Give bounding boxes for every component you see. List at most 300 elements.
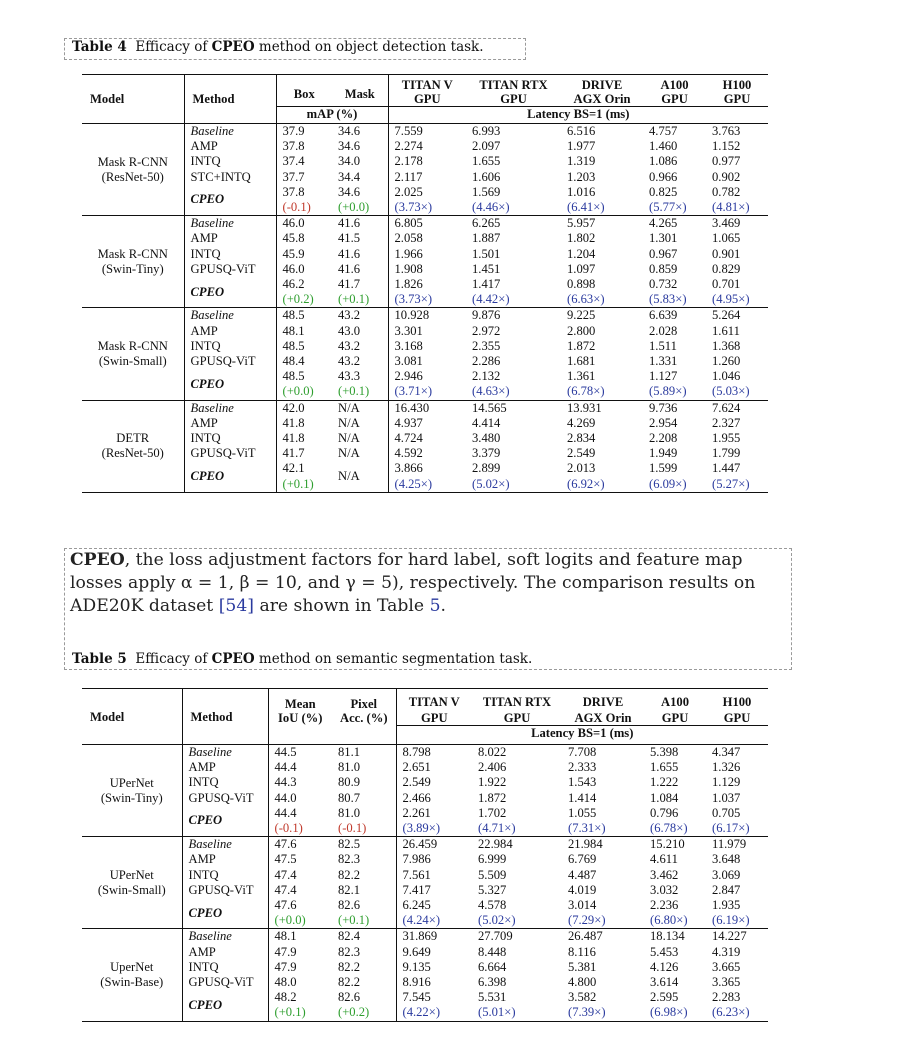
table4-header-gpu3-l2: GPU (661, 92, 688, 106)
metric-cell: 48.1 (276, 324, 332, 339)
model-name-line2: (Swin-Small) (98, 354, 167, 369)
metric-cell: 41.8 (276, 416, 332, 431)
latency-cell: 3.469 (712, 216, 741, 231)
metric-delta-cell (276, 292, 332, 308)
table5-caption-label: Table 5 (72, 651, 127, 667)
speedup-cell (472, 821, 562, 837)
latency-cell: 1.826 (388, 277, 466, 292)
latency-cell: 6.769 (568, 852, 597, 867)
table-row (82, 354, 768, 369)
table4-header-gpu1-l1: TITAN RTX (479, 78, 548, 92)
method-cell-cpeo: CPEO (184, 369, 276, 400)
speedup-value: (6.92×) (567, 476, 605, 491)
latency-cell: 2.847 (712, 882, 741, 897)
metric-delta-cell (276, 477, 332, 493)
latency-cell: 1.361 (567, 369, 596, 384)
latency-cell: 7.561 (396, 868, 472, 883)
latency-cell: 4.414 (472, 415, 501, 430)
latency-cell: 0.782 (712, 184, 741, 199)
speedup-value: (5.27×) (712, 476, 750, 491)
speedup-cell (644, 821, 706, 837)
speedup-value: (6.09×) (649, 476, 687, 491)
speedup-cell (562, 913, 644, 929)
latency-cell: 3.866 (388, 461, 466, 476)
metric-cell: 41.6 (338, 216, 361, 231)
table-row-cpeo (82, 185, 768, 200)
latency-cell: 2.286 (472, 354, 501, 369)
latency-cell: 6.639 (649, 308, 678, 323)
speedup-cell (466, 200, 561, 216)
latency-cell: 6.265 (472, 216, 501, 231)
speedup-cell (561, 384, 643, 400)
latency-cell: 2.025 (388, 185, 466, 200)
table-row-cpeo (82, 461, 768, 476)
metric-delta: (-0.1) (338, 821, 367, 836)
metric-cell: 47.6 (268, 837, 332, 853)
table-row (82, 308, 768, 324)
method-cell: GPUSQ-ViT (182, 975, 268, 990)
latency-cell: 4.126 (650, 959, 679, 974)
latency-cell: 0.732 (649, 277, 678, 292)
metric-cell: 48.2 (268, 990, 332, 1005)
metric-delta-cell (276, 384, 332, 400)
speedup-cell (388, 384, 466, 400)
speedup-cell (562, 821, 644, 837)
latency-cell: 0.967 (649, 246, 678, 261)
metric-cell: 34.6 (338, 139, 361, 154)
latency-cell: 1.543 (568, 775, 597, 790)
metric-cell: 37.7 (276, 170, 332, 185)
speedup-cell (396, 913, 472, 929)
paragraph-bold-start: CPEO (70, 550, 125, 570)
table4-caption-pre: Efficacy of (135, 39, 208, 55)
latency-cell: 4.937 (388, 416, 466, 431)
latency-cell: 0.859 (649, 261, 678, 276)
metric-cell: 44.3 (268, 775, 332, 790)
method-cell-cpeo: CPEO (182, 806, 268, 837)
table-row (82, 868, 768, 883)
latency-cell: 8.448 (478, 944, 507, 959)
latency-cell: 4.019 (568, 882, 597, 897)
latency-cell: 2.355 (472, 338, 501, 353)
metric-cell: 41.7 (338, 277, 361, 292)
latency-cell: 1.611 (712, 323, 740, 338)
latency-cell: 4.269 (567, 415, 596, 430)
latency-cell: 1.127 (649, 369, 678, 384)
model-name (82, 124, 184, 216)
table4-caption-label: Table 4 (72, 39, 127, 55)
latency-cell: 6.993 (472, 124, 501, 138)
table-row (82, 431, 768, 446)
table-row (82, 339, 768, 354)
speedup-cell (466, 292, 561, 308)
latency-cell: 0.825 (649, 184, 678, 199)
speedup-value: (3.73×) (394, 292, 433, 307)
table-row-cpeo (82, 898, 768, 913)
speedup-value: (6.63×) (567, 292, 605, 307)
metric-cell: 47.9 (268, 945, 332, 960)
table5-header-gpu3-l1: A100 (661, 694, 689, 709)
metric-delta-cell (332, 292, 388, 308)
method-cell: GPUSQ-ViT (184, 354, 276, 369)
metric-cell: 37.8 (276, 185, 332, 200)
metric-cell: 82.2 (338, 959, 361, 974)
table-row (82, 775, 768, 790)
table4-header-gpu2-l2: AGX Orin (573, 92, 631, 106)
latency-cell: 2.013 (567, 461, 596, 476)
table-row (82, 975, 768, 990)
speedup-cell (706, 821, 768, 837)
metric-delta: (+0.2) (282, 292, 314, 307)
speedup-cell (643, 477, 706, 493)
latency-cell: 1.511 (649, 338, 677, 353)
metric-cell: N/A (338, 431, 360, 446)
latency-cell: 2.466 (396, 791, 472, 806)
latency-cell: 3.763 (712, 124, 741, 138)
speedup-cell (466, 477, 561, 493)
table-row (82, 231, 768, 246)
latency-cell: 4.800 (568, 975, 597, 990)
speedup-value: (7.31×) (568, 821, 606, 836)
table4-header-latency: Latency BS=1 (ms) (388, 107, 768, 124)
latency-cell: 5.509 (478, 867, 507, 882)
latency-cell: 9.135 (396, 960, 472, 975)
model-name-line2: (Swin-Tiny) (101, 261, 164, 276)
method-cell: AMP (184, 139, 276, 154)
latency-cell: 2.208 (649, 431, 678, 446)
latency-cell: 1.447 (712, 461, 741, 476)
paragraph-table-ref-link[interactable]: 5 (429, 596, 441, 616)
method-cell: INTQ (182, 868, 268, 883)
metric-cell: 82.6 (338, 990, 361, 1005)
speedup-cell (706, 1005, 768, 1021)
table5-header-gpu3-l2: GPU (661, 711, 689, 725)
speedup-value: (5.03×) (712, 384, 750, 399)
speedup-cell (396, 821, 472, 837)
metric-delta: (+0.0) (274, 913, 306, 928)
latency-cell: 2.283 (712, 990, 741, 1005)
latency-cell: 1.129 (712, 775, 741, 790)
latency-cell: 6.805 (388, 216, 466, 232)
speedup-cell (706, 913, 768, 929)
speedup-cell (561, 292, 643, 308)
method-cell-cpeo: CPEO (182, 990, 268, 1021)
latency-cell: 1.908 (388, 262, 466, 277)
table4-header-map: mAP (%) (276, 107, 388, 124)
table4-header-gpu2-l1: DRIVE (581, 78, 623, 92)
table4-caption-post: method on object detection task. (258, 39, 484, 55)
latency-cell: 5.531 (478, 990, 507, 1005)
method-cell: AMP (184, 231, 276, 246)
metric-cell: 45.9 (276, 247, 332, 262)
latency-cell: 2.595 (650, 990, 679, 1005)
table5-header-latency: Latency BS=1 (ms) (396, 726, 768, 745)
latency-cell: 31.869 (396, 929, 472, 945)
speedup-cell (396, 1005, 472, 1021)
latency-cell: 8.116 (568, 944, 596, 959)
table-row (82, 324, 768, 339)
latency-cell: 5.381 (568, 959, 597, 974)
paragraph-text3: . (440, 596, 446, 616)
speedup-cell (706, 477, 768, 493)
speedup-cell (388, 477, 466, 493)
metric-cell: 48.5 (276, 339, 332, 354)
latency-cell: 8.798 (396, 745, 472, 761)
latency-cell: 6.999 (478, 852, 507, 867)
speedup-value: (6.19×) (712, 913, 750, 928)
table5-header-gpu4-l2: GPU (723, 711, 751, 725)
metric-delta-cell (268, 821, 332, 837)
metric-cell: 48.0 (268, 975, 332, 990)
speedup-value: (5.89×) (649, 384, 687, 399)
method-cell: INTQ (184, 154, 276, 169)
metric-delta: (+0.0) (282, 384, 314, 399)
table4-caption-bold: CPEO (211, 39, 255, 55)
table-row (82, 960, 768, 975)
metric-cell: 34.6 (338, 124, 361, 138)
latency-cell: 1.802 (567, 231, 596, 246)
table5-header-gpu2-l1: DRIVE (582, 694, 624, 709)
metric-cell: 81.0 (338, 760, 361, 775)
latency-cell: 2.178 (388, 154, 466, 169)
speedup-value: (5.83×) (649, 292, 687, 307)
latency-cell: 1.301 (649, 231, 678, 246)
latency-cell: 3.168 (388, 339, 466, 354)
latency-cell: 4.757 (649, 124, 678, 138)
latency-cell: 3.480 (472, 431, 501, 446)
method-cell: Baseline (184, 124, 276, 140)
table4 (82, 74, 768, 493)
table-row-cpeo (82, 806, 768, 821)
latency-cell: 7.986 (396, 852, 472, 867)
model-name-line2: (Swin-Small) (97, 882, 166, 897)
speedup-value: (6.80×) (650, 913, 688, 928)
speedup-value: (7.39×) (568, 1005, 606, 1020)
metric-cell: 82.2 (338, 975, 361, 990)
metric-cell: N/A (338, 446, 360, 461)
table-row (82, 400, 768, 416)
table-row (82, 945, 768, 960)
metric-cell: 47.4 (268, 868, 332, 883)
table-row (82, 446, 768, 461)
metric-cell: 82.3 (338, 944, 361, 959)
latency-cell: 7.624 (712, 400, 741, 415)
latency-cell: 26.459 (396, 837, 472, 853)
model-name (82, 216, 184, 308)
metric-cell: 41.8 (276, 431, 332, 446)
latency-cell: 1.655 (472, 154, 501, 169)
latency-cell: 0.829 (712, 261, 741, 276)
method-cell: INTQ (184, 431, 276, 446)
table4-header-gpu0-l2: GPU (388, 92, 466, 107)
latency-cell: 7.545 (396, 990, 472, 1005)
table5-header-gpu1-l2: GPU (503, 711, 531, 725)
body-paragraph (70, 549, 790, 618)
table-row (82, 247, 768, 262)
latency-cell: 3.614 (650, 975, 679, 990)
table5-caption-pre: Efficacy of (135, 651, 208, 667)
table-row (82, 852, 768, 867)
model-name-line1: Mask R-CNN (97, 339, 168, 354)
latency-cell: 9.876 (472, 308, 501, 323)
latency-cell: 16.430 (388, 400, 466, 416)
latency-cell: 2.097 (472, 139, 501, 154)
metric-cell: 47.4 (268, 883, 332, 898)
metric-cell: 45.8 (276, 231, 332, 246)
metric-cell: 82.3 (338, 852, 361, 867)
latency-cell: 4.724 (388, 431, 466, 446)
table5-caption-bold: CPEO (211, 651, 255, 667)
latency-cell: 0.902 (712, 169, 741, 184)
speedup-value: (6.23×) (712, 1005, 750, 1020)
latency-cell: 10.928 (388, 308, 466, 324)
latency-cell: 1.966 (388, 247, 466, 262)
latency-cell: 3.379 (472, 446, 501, 461)
table5-header (82, 689, 768, 745)
latency-cell: 1.451 (472, 261, 501, 276)
method-cell-cpeo: CPEO (182, 898, 268, 929)
latency-cell: 0.701 (712, 277, 741, 292)
table-row (82, 760, 768, 775)
latency-cell: 11.979 (712, 837, 747, 852)
speedup-value: (5.01×) (478, 1005, 516, 1020)
metric-cell: 82.2 (338, 867, 361, 882)
metric-cell: 34.4 (338, 169, 361, 184)
latency-cell: 6.664 (478, 959, 507, 974)
latency-cell: 3.365 (712, 975, 741, 990)
latency-cell: 1.204 (567, 246, 596, 261)
speedup-value: (4.71×) (478, 821, 516, 836)
table4-header-mask: Mask (344, 86, 375, 101)
model-name-line1: UPerNet (109, 867, 154, 882)
latency-cell: 1.055 (568, 805, 597, 820)
table4-header (82, 75, 768, 124)
table-row (82, 416, 768, 431)
model-name (82, 745, 182, 837)
speedup-cell (706, 384, 768, 400)
metric-cell: N/A (338, 400, 360, 415)
latency-cell: 1.977 (567, 139, 596, 154)
table-row (82, 154, 768, 169)
model-name-line2: (Swin-Tiny) (100, 790, 163, 805)
latency-cell: 9.649 (396, 945, 472, 960)
speedup-cell (472, 913, 562, 929)
method-cell: GPUSQ-ViT (182, 883, 268, 898)
table4-header-gpu1-l2: GPU (500, 92, 527, 106)
table4-header-gpu4-l2: GPU (723, 92, 751, 106)
latency-cell: 2.261 (396, 806, 472, 821)
latency-cell: 0.796 (650, 805, 679, 820)
speedup-value: (6.17×) (712, 821, 750, 836)
latency-cell: 2.406 (478, 760, 507, 775)
paragraph-text2: are shown in Table (253, 596, 430, 616)
latency-cell: 14.227 (712, 929, 747, 944)
metric-cell: N/A (338, 469, 360, 484)
speedup-value: (6.78×) (650, 821, 688, 836)
table4-caption (72, 39, 484, 55)
latency-cell: 2.972 (472, 323, 501, 338)
table5-header-gpu0-l1: TITAN V (396, 689, 472, 712)
metric-cell: 47.9 (268, 960, 332, 975)
method-cell: AMP (182, 945, 268, 960)
model-name-line2: (ResNet-50) (101, 446, 164, 461)
latency-cell: 3.301 (388, 324, 466, 339)
metric-cell: 48.5 (276, 308, 332, 324)
metric-delta: (+0.1) (338, 913, 370, 928)
latency-cell: 6.245 (396, 898, 472, 913)
latency-cell: 4.265 (649, 216, 678, 231)
metric-delta: (+0.1) (282, 476, 314, 491)
method-cell: INTQ (182, 775, 268, 790)
table5-header-gpu2-l2: AGX Orin (574, 711, 632, 725)
table5-caption (72, 651, 532, 667)
speedup-value: (4.63×) (472, 384, 510, 399)
table5-header-col2-l1: Pixel (350, 697, 378, 711)
metric-cell: 44.0 (268, 791, 332, 806)
model-name-line1: UPerNet (109, 775, 154, 790)
latency-cell: 5.398 (650, 745, 679, 759)
speedup-cell (644, 913, 706, 929)
metric-cell: 41.7 (276, 446, 332, 461)
method-cell: AMP (184, 324, 276, 339)
latency-cell: 2.117 (388, 170, 466, 185)
table5-header-col1-l1: Mean (268, 689, 332, 712)
speedup-value: (5.77×) (649, 200, 687, 215)
speedup-cell (472, 1005, 562, 1021)
latency-cell: 0.705 (712, 805, 741, 820)
metric-cell: 47.5 (268, 852, 332, 867)
latency-cell: 3.032 (650, 882, 679, 897)
latency-cell: 27.709 (478, 929, 513, 944)
latency-cell: 4.319 (712, 944, 741, 959)
latency-cell: 1.922 (478, 775, 507, 790)
latency-cell: 2.058 (388, 231, 466, 246)
metric-cell: 46.0 (276, 216, 332, 232)
metric-cell: 46.0 (276, 262, 332, 277)
speedup-cell (388, 200, 466, 216)
latency-cell: 5.264 (712, 308, 741, 323)
paragraph-citation-link[interactable]: [54] (218, 596, 254, 616)
metric-delta-cell (268, 1005, 332, 1021)
metric-delta: (+0.0) (338, 200, 370, 215)
speedup-cell (561, 200, 643, 216)
metric-cell: 41.6 (338, 246, 361, 261)
latency-cell: 13.931 (567, 400, 602, 415)
speedup-value: (7.29×) (568, 913, 606, 928)
table5-header-gpu0-l2: GPU (396, 711, 472, 726)
latency-cell: 1.935 (712, 898, 741, 913)
latency-cell: 0.898 (567, 277, 596, 292)
table-row (82, 929, 768, 945)
latency-cell: 2.549 (567, 446, 596, 461)
latency-cell: 3.081 (388, 354, 466, 369)
latency-cell: 1.955 (712, 431, 741, 446)
latency-cell: 1.887 (472, 231, 501, 246)
latency-cell: 5.327 (478, 882, 507, 897)
speedup-cell (706, 292, 768, 308)
speedup-value: (4.25×) (394, 476, 433, 491)
metric-cell: 81.1 (338, 745, 361, 759)
latency-cell: 1.655 (650, 760, 679, 775)
method-cell: GPUSQ-ViT (184, 262, 276, 277)
table5-header-gpu1-l1: TITAN RTX (482, 694, 552, 709)
table5-header-col1-l2: IoU (%) (268, 711, 332, 745)
table5-header-method: Method (182, 689, 268, 745)
model-name (82, 400, 184, 492)
speedup-cell (466, 384, 561, 400)
metric-cell: 37.8 (276, 139, 332, 154)
metric-cell: 48.4 (276, 354, 332, 369)
